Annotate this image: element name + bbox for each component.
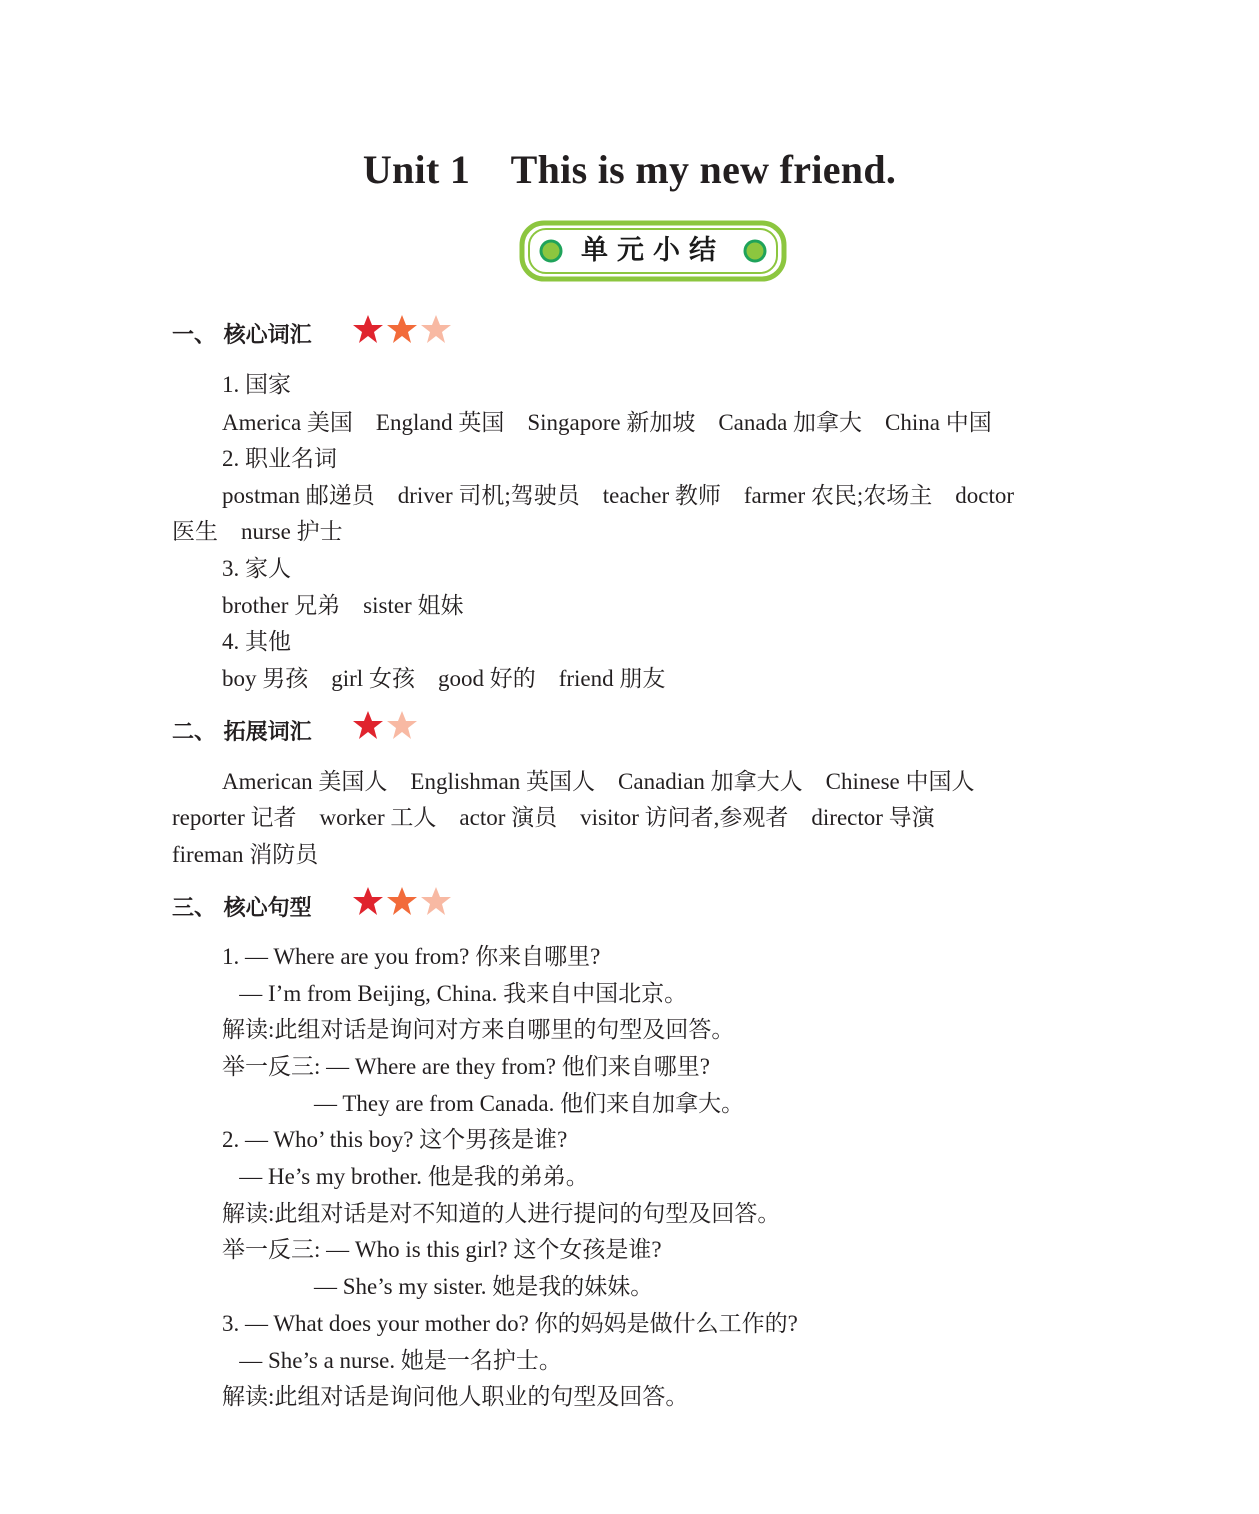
- text-line: — He’s my brother. 他是我的弟弟。: [222, 1164, 589, 1189]
- text-line: postman 邮递员 driver 司机;驾驶员 teacher 教师 farmer 农民;农场主 doctor: [222, 483, 1015, 508]
- unit-title: Unit 1 This is my new friend.: [362, 147, 897, 192]
- text-line: — I’m from Beijing, China. 我来自中国北京。: [222, 981, 688, 1006]
- text-line: 2. — Who’ this boy? 这个男孩是谁?: [222, 1127, 568, 1152]
- text-line: — She’s a nurse. 她是一名护士。: [222, 1348, 562, 1373]
- unit-summary-badge: [519, 220, 787, 282]
- text-line: reporter 记者 worker 工人 actor 演员 visitor 访问者,参观者 director 导演: [172, 805, 935, 830]
- text-line: 3. — What does your mother do? 你的妈妈是做什么工作的?: [222, 1311, 798, 1336]
- text-line: 3. 家人: [222, 556, 291, 581]
- text-line: 2. 职业名词: [222, 446, 337, 471]
- badge-label: 单元小结: [581, 235, 725, 266]
- text-line: 举一反三: — Who is this girl? 这个女孩是谁?: [222, 1237, 662, 1262]
- text-line: — They are from Canada. 他们来自加拿大。: [222, 1091, 745, 1116]
- text-line: 解读:此组对话是对不知道的人进行提问的句型及回答。: [222, 1201, 781, 1226]
- text-line: 1. — Where are you from? 你来自哪里?: [222, 944, 601, 969]
- section-heading-core-vocab: 一、 核心词汇: [172, 322, 312, 348]
- text-line: 医生 nurse 护士: [172, 519, 343, 544]
- text-line: brother 兄弟 sister 姐妹: [222, 593, 464, 618]
- text-line: 解读:此组对话是询问对方来自哪里的句型及回答。: [222, 1017, 735, 1042]
- text-line: America 美国 England 英国 Singapore 新加坡 Canada 加拿大 China 中国: [222, 410, 992, 435]
- rating-stars-icon: [352, 885, 462, 919]
- text-line: — She’s my sister. 她是我的妹妹。: [222, 1274, 654, 1299]
- section-heading-core-patterns: 三、 核心句型: [172, 895, 312, 921]
- rating-stars-icon: [352, 313, 462, 347]
- text-line: 举一反三: — Where are they from? 他们来自哪里?: [222, 1054, 710, 1079]
- text-line: American 美国人 Englishman 英国人 Canadian 加拿大人 Chinese 中国人: [222, 769, 975, 794]
- section-heading-extended-vocab: 二、 拓展词汇: [172, 719, 312, 745]
- text-line: fireman 消防员: [172, 842, 319, 867]
- text-line: 1. 国家: [222, 372, 291, 397]
- text-line: boy 男孩 girl 女孩 good 好的 friend 朋友: [222, 666, 666, 691]
- rating-stars-icon: [352, 709, 462, 743]
- text-line: 解读:此组对话是询问他人职业的句型及回答。: [222, 1384, 689, 1409]
- text-line: 4. 其他: [222, 629, 291, 654]
